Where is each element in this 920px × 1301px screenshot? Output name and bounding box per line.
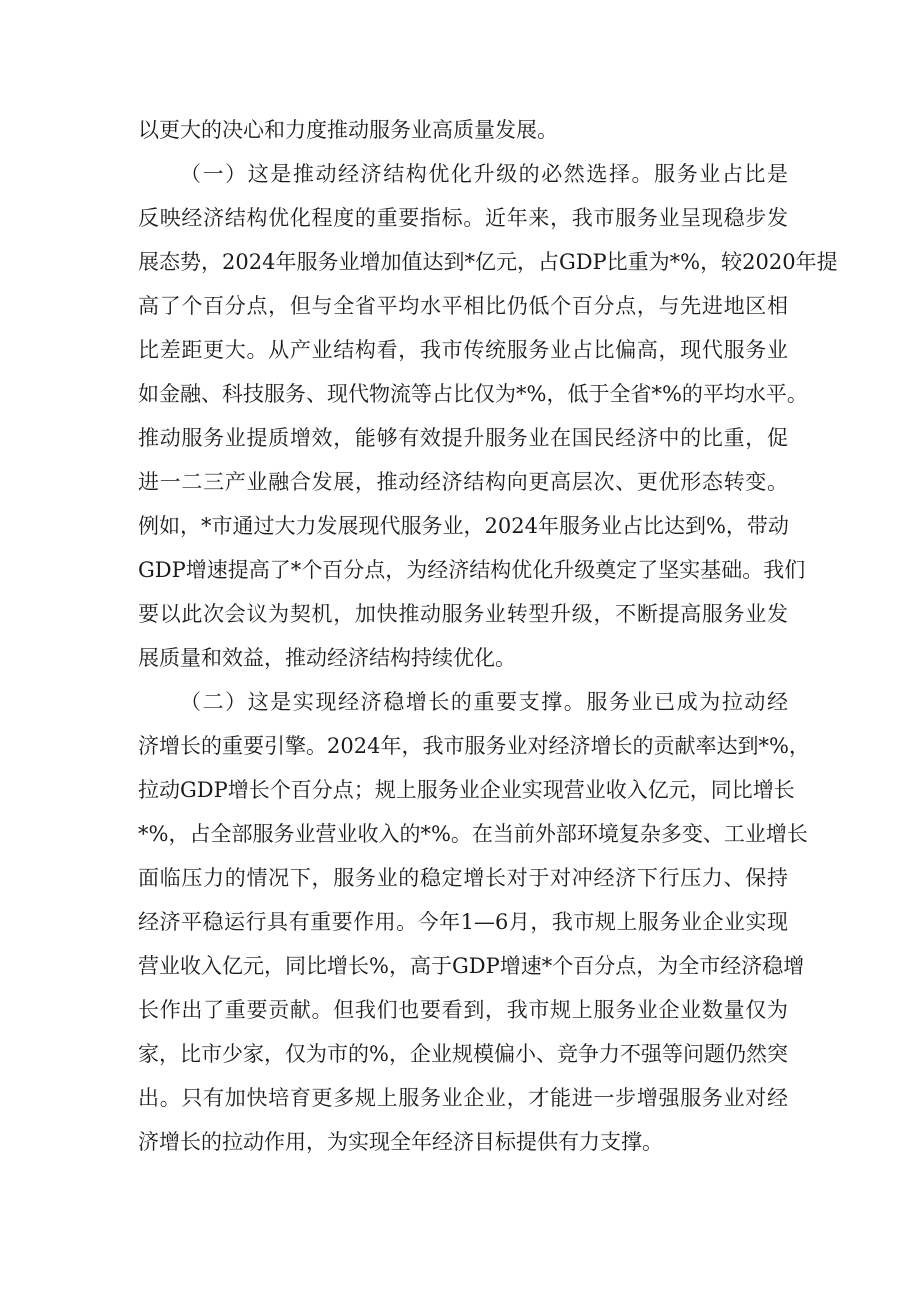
text-line-7: 如金融、科技服务、现代物流等占比仅为*%，低于全省*%的平均水平。 — [138, 382, 808, 406]
text-line-5: 高了个百分点，但与全省平均水平相比仍低个百分点，与先进地区相 — [138, 294, 788, 318]
text-line-20: 营业收入亿元，同比增长%，高于GDP增速*个百分点，为全市经济稳增 — [138, 954, 805, 978]
text-line-24: 济增长的拉动作用，为实现全年经济目标提供有力支撑。 — [138, 1130, 663, 1154]
text-line-23: 出。只有加快培育更多规上服务业企业，才能进一步增强服务业对经 — [138, 1086, 788, 1110]
text-line-17: *%，占全部服务业营业收入的*%。在当前外部环境复杂多变、工业增长 — [138, 822, 808, 846]
text-line-4: 展态势，2024年服务业增加值达到*亿元，占GDP比重为*%，较2020年提 — [138, 250, 838, 274]
text-line-1: 以更大的决心和力度推动服务业高质量发展。 — [138, 118, 558, 142]
text-line-6: 比差距更大。从产业结构看，我市传统服务业占比偏高，现代服务业 — [138, 338, 788, 362]
text-line-12: 要以此次会议为契机，加快推动服务业转型升级，不断提高服务业发 — [138, 602, 788, 626]
text-line-9: 进一二三产业融合发展，推动经济结构向更高层次、更优形态转变。 — [138, 470, 788, 494]
text-line-13: 展质量和效益，推动经济结构持续优化。 — [138, 646, 516, 670]
text-line-8: 推动服务业提质增效，能够有效提升服务业在国民经济中的比重，促 — [138, 426, 788, 450]
text-line-3: 反映经济结构优化程度的重要指标。近年来，我市服务业呈现稳步发 — [138, 206, 788, 230]
text-line-22: 家，比市少家，仅为市的%，企业规模偏小、竞争力不强等问题仍然突 — [138, 1042, 788, 1066]
text-line-19: 经济平稳运行具有重要作用。今年1—6月，我市规上服务业企业实现 — [138, 910, 788, 934]
text-line-21: 长作出了重要贡献。但我们也要看到，我市规上服务业企业数量仅为 — [138, 998, 788, 1022]
text-line-16: 拉动GDP增长个百分点；规上服务业企业实现营业收入亿元，同比增长 — [138, 778, 795, 802]
text-line-15: 济增长的重要引擎。2024年，我市服务业对经济增长的贡献率达到*%， — [138, 734, 810, 758]
text-line-10: 例如，*市通过大力发展现代服务业，2024年服务业占比达到%，带动 — [138, 514, 789, 538]
text-line-14: （二）这是实现经济稳增长的重要支撑。服务业已成为拉动经 — [180, 690, 788, 714]
text-line-18: 面临压力的情况下，服务业的稳定增长对于对冲经济下行压力、保持 — [138, 866, 788, 890]
text-line-11: GDP增速提高了*个百分点，为经济结构优化升级奠定了坚实基础。我们 — [138, 558, 806, 582]
text-line-2: （一）这是推动经济结构优化升级的必然选择。服务业占比是 — [180, 162, 788, 186]
